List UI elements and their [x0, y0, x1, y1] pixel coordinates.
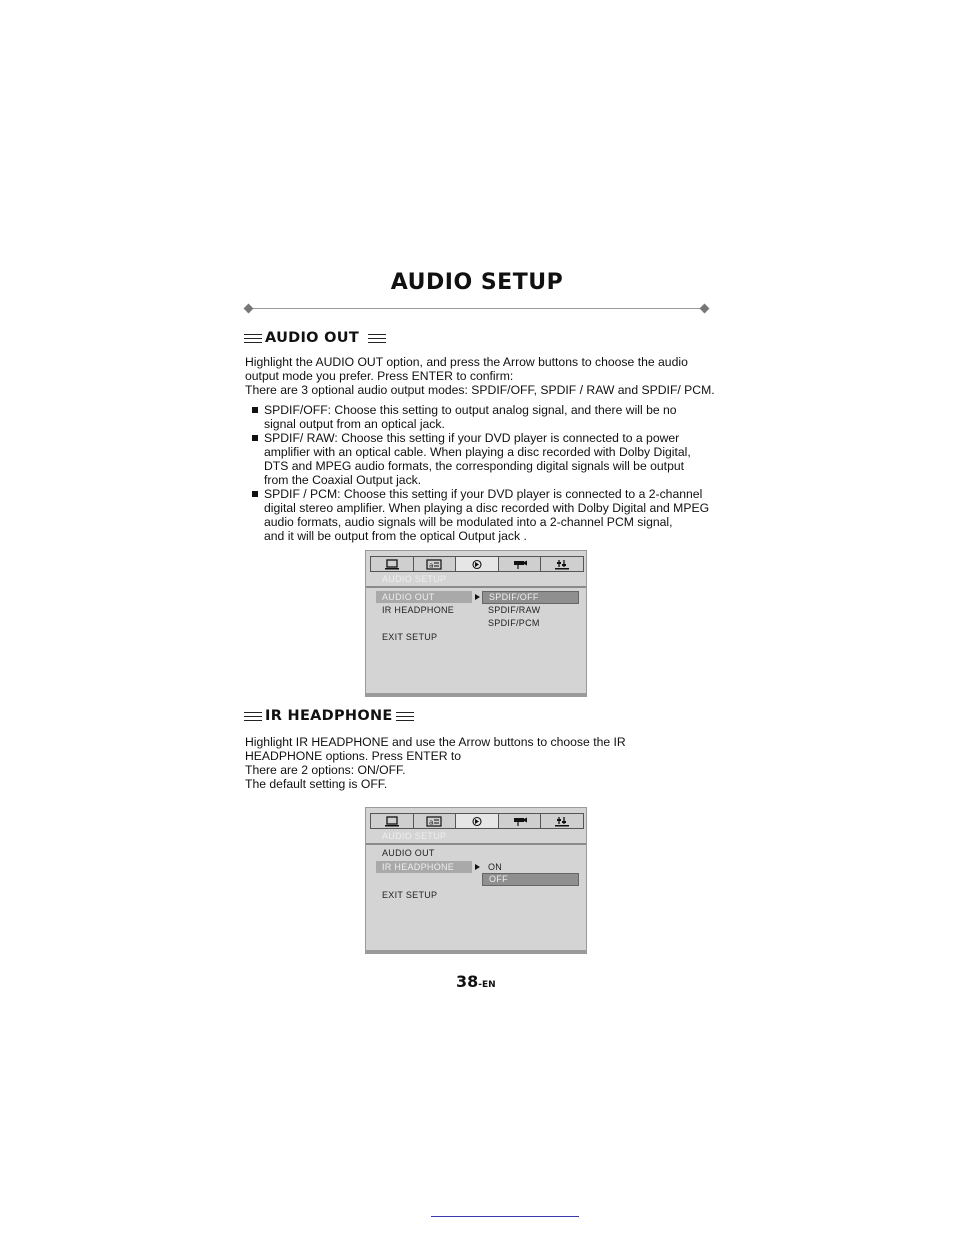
- monitor-icon: [384, 559, 400, 570]
- bullet-line: from the Coaxial Output jack.: [264, 473, 422, 487]
- bullet-line: SPDIF/ RAW: Choose this setting if your DVD player is connected to a power: [264, 431, 680, 445]
- audio-out-intro: [245, 355, 745, 397]
- option-spdif-off[interactable]: SPDIF/OFF: [482, 591, 579, 604]
- menu-title: AUDIO SETUP: [382, 831, 447, 841]
- title-divider: [248, 308, 704, 309]
- preference-icon: [554, 816, 570, 827]
- svg-text:a: a: [429, 561, 434, 569]
- ir-headphone-heading-text: IR HEADPHONE: [265, 708, 393, 724]
- language-icon: [426, 816, 442, 827]
- bullet-line: SPDIF / PCM: Choose this setting if your DVD player is connected to a 2-channel: [264, 487, 703, 501]
- paragraph-line: The default setting is OFF.: [245, 777, 388, 791]
- tab-audio[interactable]: [456, 814, 499, 828]
- page-title: AUDIO SETUP: [390, 270, 564, 295]
- tab-preference[interactable]: [541, 814, 583, 828]
- footer-link-underline[interactable]: [431, 1216, 579, 1217]
- bullet-line: signal output from an optical jack.: [264, 417, 445, 431]
- option-off[interactable]: OFF: [482, 873, 579, 886]
- menu-tab-bar: [370, 813, 584, 829]
- tab-language[interactable]: [414, 557, 457, 571]
- bullet-line: audio formats, audio signals will be modulated into a 2-channel PCM signal,: [264, 515, 673, 529]
- tab-audio[interactable]: [456, 557, 499, 571]
- menu-item-ir-headphone[interactable]: IR HEADPHONE: [382, 605, 455, 615]
- page-number: [456, 972, 496, 991]
- svg-text:a: a: [429, 818, 434, 826]
- page-number-value: 38: [456, 972, 479, 991]
- ir-headphone-intro: [245, 735, 745, 791]
- bullet-spdif-pcm: [252, 487, 752, 543]
- language-icon: [426, 559, 442, 570]
- arrow-right-icon: [475, 594, 480, 600]
- tab-video[interactable]: [499, 814, 542, 828]
- video-icon: [512, 559, 528, 570]
- tab-general[interactable]: [371, 814, 414, 828]
- arrow-right-icon: [475, 864, 480, 870]
- divider-diamond-right: [700, 304, 710, 314]
- menu-bottom-bar: [366, 693, 586, 696]
- bullet-line: SPDIF/OFF: Choose this setting to output analog signal, and there will be no: [264, 403, 677, 417]
- menu-item-audio-out[interactable]: AUDIO OUT: [376, 591, 472, 603]
- ir-headphone-heading: [244, 708, 414, 724]
- preference-icon: [554, 559, 570, 570]
- menu-bottom-bar: [366, 950, 586, 953]
- menu-item-audio-out[interactable]: AUDIO OUT: [382, 848, 435, 858]
- divider-diamond-left: [244, 304, 254, 314]
- menu-tab-bar: [370, 556, 584, 572]
- tab-language[interactable]: [414, 814, 457, 828]
- option-on[interactable]: ON: [488, 862, 503, 872]
- page-number-suffix: -EN: [478, 980, 496, 990]
- bullet-spdif-off: [252, 403, 752, 431]
- audio-out-heading-text: AUDIO OUT: [265, 330, 360, 346]
- bullet-line: digital stereo amplifier. When playing a disc recorded with Dolby Digital and MPEG: [264, 501, 710, 515]
- menu-item-exit-setup[interactable]: EXIT SETUP: [382, 632, 438, 642]
- audio-setup-menu-1: [365, 550, 587, 697]
- bullet-spdif-raw: [252, 431, 752, 487]
- bullet-line: and it will be output from the optical Output jack .: [264, 529, 527, 543]
- monitor-icon: [384, 816, 400, 827]
- tab-general[interactable]: [371, 557, 414, 571]
- bullet-line: DTS and MPEG audio formats, the corresponding digital signals will be output: [264, 459, 685, 473]
- option-spdif-pcm[interactable]: SPDIF/PCM: [488, 618, 540, 628]
- paragraph-line: output mode you prefer. Press ENTER to confirm:: [245, 369, 514, 383]
- menu-separator: [366, 843, 586, 845]
- audio-setup-menu-2: [365, 807, 587, 954]
- tab-video[interactable]: [499, 557, 542, 571]
- paragraph-line: HEADPHONE options. Press ENTER to: [245, 749, 462, 763]
- menu-title: AUDIO SETUP: [382, 574, 447, 584]
- paragraph-line: There are 2 options: ON/OFF.: [245, 763, 406, 777]
- audio-out-heading: [244, 330, 386, 346]
- bullet-line: amplifier with an optical cable. When playing a disc recorded with Dolby Digital,: [264, 445, 691, 459]
- paragraph-line: Highlight IR HEADPHONE and use the Arrow buttons to choose the IR: [245, 735, 626, 749]
- paragraph-line: Highlight the AUDIO OUT option, and press the Arrow buttons to choose the audio: [245, 355, 688, 369]
- paragraph-line: There are 3 optional audio output modes: SPDIF/OFF, SPDIF / RAW and SPDIF/ PCM.: [245, 383, 715, 397]
- menu-lines-icon: [244, 711, 262, 722]
- tab-preference[interactable]: [541, 557, 583, 571]
- menu-lines-icon: [368, 333, 386, 344]
- audio-icon: [469, 816, 485, 827]
- menu-separator: [366, 586, 586, 588]
- audio-out-bullet-list: [252, 403, 752, 543]
- menu-lines-icon: [396, 711, 414, 722]
- menu-item-exit-setup[interactable]: EXIT SETUP: [382, 890, 438, 900]
- menu-lines-icon: [244, 333, 262, 344]
- menu-item-ir-headphone[interactable]: IR HEADPHONE: [376, 861, 472, 873]
- option-spdif-raw[interactable]: SPDIF/RAW: [488, 605, 541, 615]
- audio-icon: [469, 559, 485, 570]
- video-icon: [512, 816, 528, 827]
